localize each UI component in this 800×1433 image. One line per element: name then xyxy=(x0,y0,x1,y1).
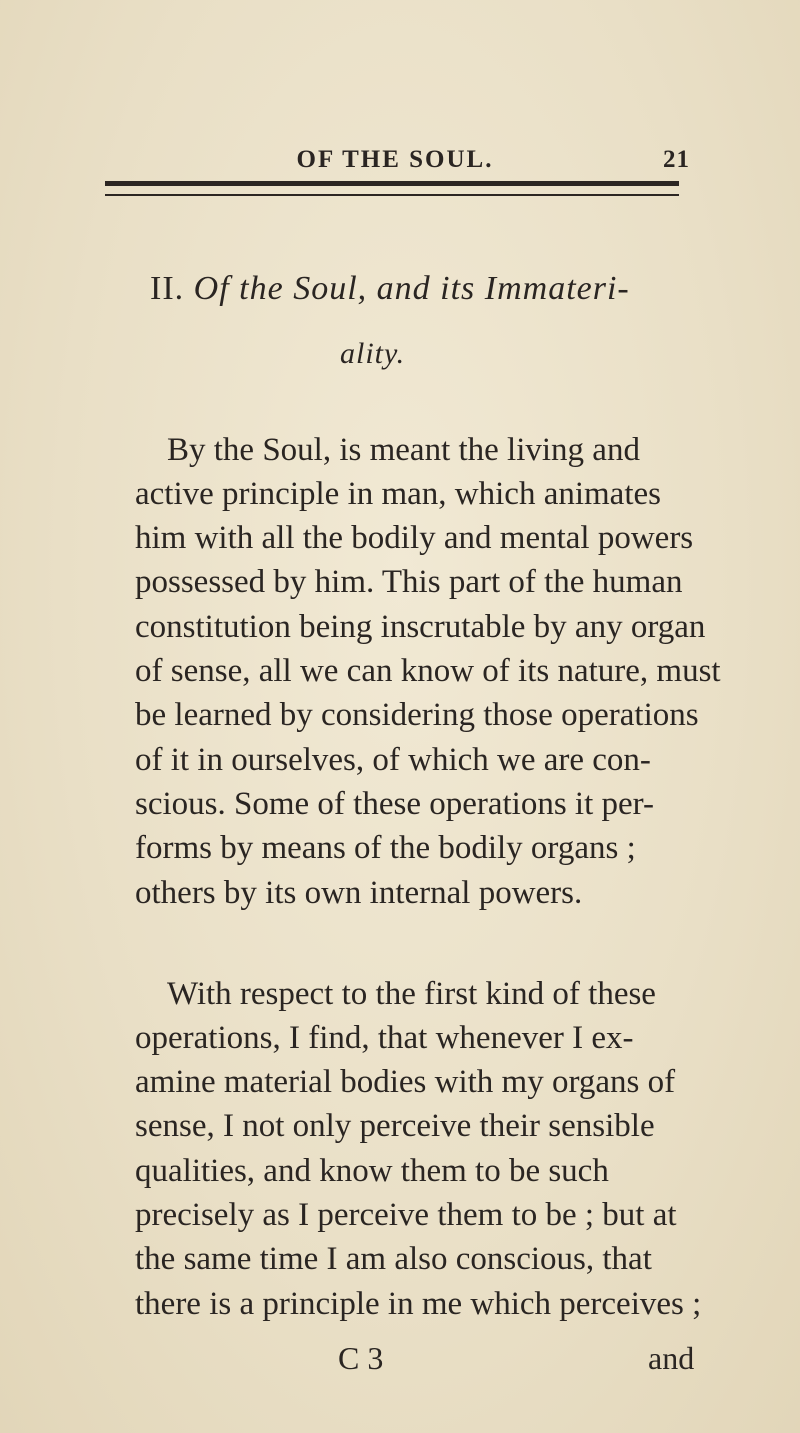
page-number: 21 xyxy=(663,146,690,173)
text-line: others by its own internal powers. xyxy=(135,875,583,911)
text-line: scious. Some of these operations it per- xyxy=(135,786,654,822)
catchword: and xyxy=(648,1340,695,1376)
signature-mark: C 3 xyxy=(338,1340,384,1376)
running-title: OF THE SOUL. xyxy=(296,146,494,173)
text-line: forms by means of the bodily organs ; xyxy=(135,830,636,866)
section-title-line1: Of the Soul, and its Immateri- xyxy=(193,270,630,307)
text-line: the same time I am also conscious, that xyxy=(135,1241,652,1277)
text-line: qualities, and know them to be such xyxy=(135,1153,609,1189)
text-line: sense, I not only perceive their sensible xyxy=(135,1108,655,1144)
text-line: amine material bodies with my organs of xyxy=(135,1064,676,1100)
text-line: active principle in man, which animates xyxy=(135,476,661,512)
text-line: By the Soul, is meant the living and xyxy=(167,432,640,468)
section-heading xyxy=(150,270,710,308)
section-title-line2: ality. xyxy=(340,337,406,370)
text-line: operations, I find, that whenever I ex- xyxy=(135,1020,634,1056)
text-line: there is a principle in me which perceives ; xyxy=(135,1286,702,1322)
text-line: be learned by considering those operations xyxy=(135,697,699,733)
header-rule-thick xyxy=(105,181,679,186)
running-head xyxy=(100,146,690,176)
text-line: precisely as I perceive them to be ; but at xyxy=(135,1197,677,1233)
text-line: of it in ourselves, of which we are con- xyxy=(135,742,651,778)
text-line: constitution being inscrutable by any organ xyxy=(135,609,706,645)
text-line: With respect to the first kind of these xyxy=(167,976,656,1012)
text-line: possessed by him. This part of the human xyxy=(135,564,683,600)
text-line: him with all the bodily and mental powers xyxy=(135,520,694,556)
header-rule-thin xyxy=(105,194,679,196)
section-numeral: II. xyxy=(150,270,185,307)
text-line: of sense, all we can know of its nature, must xyxy=(135,653,721,689)
